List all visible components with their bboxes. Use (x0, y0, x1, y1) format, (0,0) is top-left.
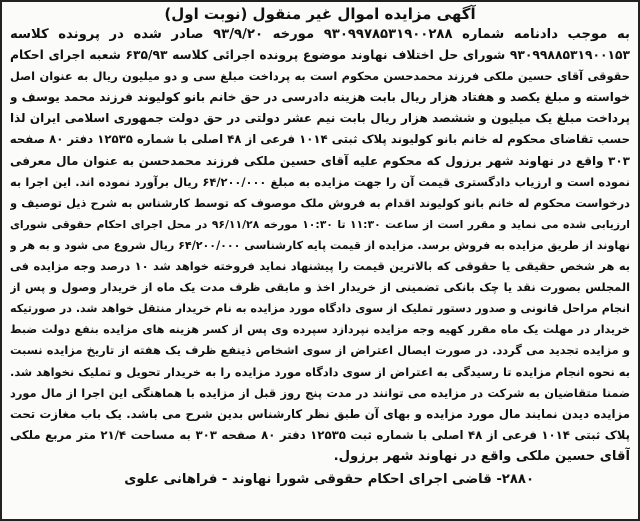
notice-line: انجام مراحل قانونی و صدور دستور تملیک از سوی دادگاه مورد مزایده به نام خریدار منتقل خواهد شد. در صورتیکه (10, 302, 630, 316)
notice-line: حقوقی آقای حسین ملکی فرزند محمدحسن محکوم است به پرداخت مبلغ سی و دو میلیون ریال به عنوان اصل (10, 69, 630, 84)
notice-line: پلاک ثبتی ۱۰۱۴ فرعی از ۴۸ اصلی با شماره ثبت ۱۲۵۳۵ دفتر ۸۰ صفحه ۳۰۳ به مساحت ۲۱/۴ متر مربع ملکی (10, 427, 630, 442)
notice-body (10, 24, 630, 467)
notice-line: المجلس بصورت نقد یا چک بانکی تضمینی از خریدار اخذ و مابقی ظرف مدت یک ماه از خریدار وصول و پس از (10, 280, 630, 295)
notice-line: آقای حسین ملکی واقع در نهاوند شهر برزول. (333, 448, 630, 464)
notice-line: ضمنا متقاضیان به شرکت در مزایده می توانند در مدت پنج روز قبل از مزایده با هماهنگی این اجرا از مال مورد (10, 385, 630, 400)
notice-line: ۳۰۳ واقع در نهاوند شهر برزول که محکوم علیه آقای حسین ملکی فرزند محمدحسن به عنوان مال معرفی (10, 153, 630, 168)
notice-line: خواسته و مبلغ یکصد و هفتاد هزار ریال بابت هزینه دادرسی در حق خانم بانو کولیوند فرزند محمد یوسف و (10, 90, 630, 105)
notice-line: مزایده دیدن نمایند مال مورد مزایده و بهای آن طبق نظر کارشناس بدین شرح می باشد. یک باب مغازت تحت (10, 406, 630, 421)
notice-line: ۹۳۰۹۹۸۸۵۳۱۹۰۰۱۵۳ شورای حل اختلاف نهاوند موضوع پرونده اجرائی کلاسه ۶۳۵/۹۳ شعبه اجرای احکام (10, 48, 630, 63)
notice-line: نموده است و ارزیاب دادگستری قیمت آن را جهت مزایده به مبلغ ۶۴/۲۰۰/۰۰۰ ریال برآورد نموده اند. این اجرا به (10, 174, 630, 189)
notice-line: به هر شخص حقیقی یا حقوقی که بالاترین قیمت را پیشنهاد نماید فروخته خواهد شد ۱۰ درصد وجه مزایده فی (10, 259, 630, 274)
notice-line: نهاوند از طریق مزایده به فروش برسد. مزایده از قیمت پایه کارشناسی ۶۴/۲۰۰/۰۰۰ ریال شروع می شود و به هر و (10, 238, 630, 252)
notice-line: و مزایده تجدید می گردد. در صورت ایصال اعتراض از سوی اشخاص ذینفع ظرف یک هفته از تاریخ مزایده نسبت (10, 343, 630, 358)
notice-line: پرداخت مبلغ یک میلیون و ششصد هزار ریال بابت نیم عشر دولتی در حق دولت جمهوری اسلامی ایران لذا (10, 111, 630, 126)
notice-line: درخواست محکوم له خانم بانو کولیوند اقدام به فروش ملک موصوف که توسط کارشناس به شرح ذیل توصیف و (10, 195, 630, 210)
notice-line: خریدار در مهلت یک ماه مقرر کهیه وجه مزایده نپردازد سپرده وی پس از کسر هزینه های مزایده بنفع دولت ضبط (10, 323, 630, 337)
notice-line: به نحوه انجام مزایده تا رسیدگی به اعتراض از سوی دادگاه مورد مزایده را به خریدار تحویل و تملیک نخواهد شد. (10, 364, 630, 379)
notice-line: به موجب دادنامه شماره ۹۳۰۹۹۷۸۵۳۱۹۰۰۲۸۸ مورخه ۹۳/۹/۲۰ صادر شده در پرونده کلاسه (10, 27, 630, 42)
notice-title: آگهی مزایده اموال غیر منقول (نوبت اول) (164, 5, 476, 23)
notice-line: ارزیابی شده می نماید و مقرر است از ساعت ۱۱:۳۰ تا ۱۰:۳۰ مورخه ۹۶/۱۱/۲۸ در محل اجرای احکام حقوقی شورای (10, 217, 630, 231)
notice-signature: ۲۸۸۰- قاضی اجرای احکام حقوقی شورا نهاوند - فراهانی علوی (124, 471, 534, 487)
notice-line: حسب تقاضای محکوم له خانم بانو کولیوند پلاک ثبتی ۱۰۱۴ فرعی از ۴۸ اصلی با شماره ۱۲۵۳۵ دفتر ۸۰ صفحه (10, 132, 630, 147)
